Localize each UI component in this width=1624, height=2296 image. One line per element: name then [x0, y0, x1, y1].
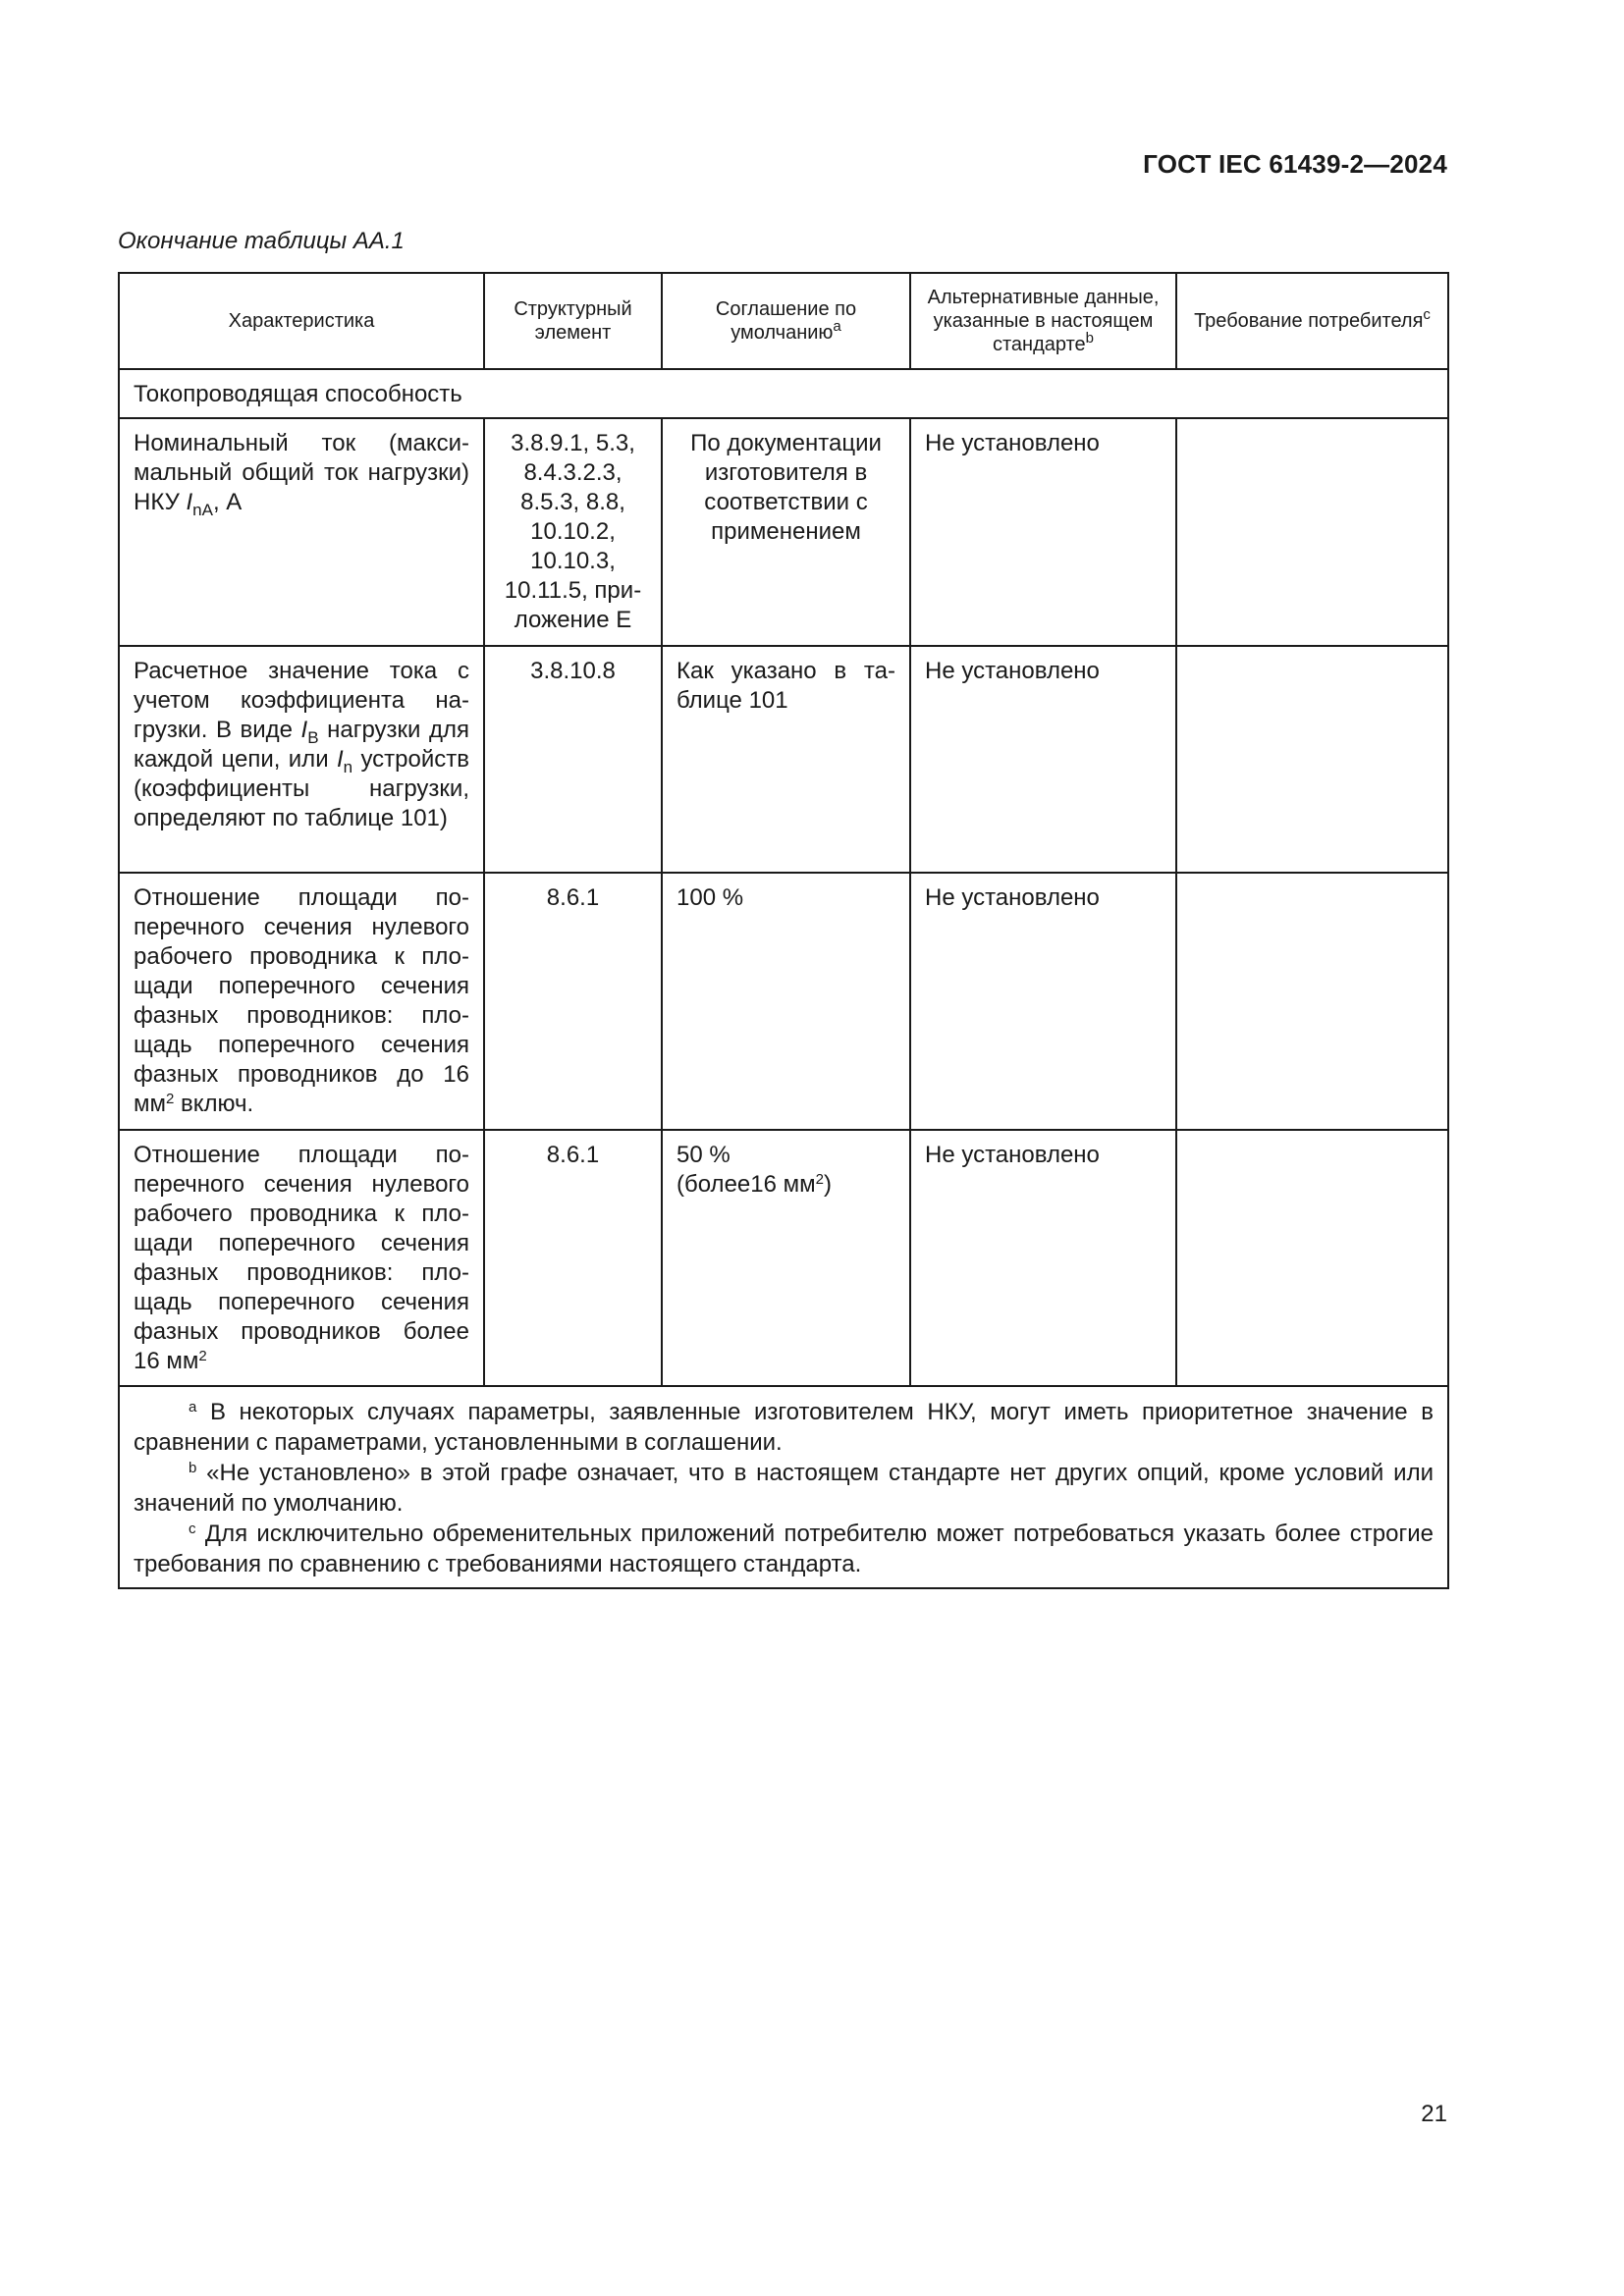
default-cell: 100 % — [662, 873, 910, 1130]
note-a: $^a$ В некоторых случаях параметры, заявленные изготовителем НКУ, могут иметь приоритетное значение в сравнении с параметрами, установленными в соглашении. — [134, 1399, 1434, 1456]
characteristic-cell: Отношение площади поперечного сечения нулевого рабочего проводника к площади поперечного сечения фазных проводников: площадь поперечного сечения фазных проводников более 16 $мм^2$ — [119, 1130, 484, 1386]
header-characteristic: Характеристика — [119, 273, 484, 369]
structural-element-cell: 3.8.9.1, 5.3, 8.4.3.2.3, 8.5.3, 8.8, 10.10.2, 10.10.3, 10.11.5, приложение Е — [484, 418, 662, 646]
header-user-requirement: Требование потребителя$^c$ — [1176, 273, 1448, 369]
document-code: ГОСТ IEC 61439-2—2024 — [1143, 149, 1447, 179]
table-row — [119, 1130, 1448, 1386]
note-b: $^b$ «Не установлено» в этой графе означает, что в настоящем стандарте нет других опций, кроме условий или значений по умолчанию. — [134, 1460, 1434, 1517]
header-alternative-data: Альтернативные данные, указанные в настоящем стандарте$^b$ — [910, 273, 1176, 369]
user-requirement-cell — [1176, 646, 1448, 873]
user-requirement-cell — [1176, 418, 1448, 646]
characteristic-cell: Номинальный ток (максимальный общий ток нагрузки) НКУ $I_{nA}$, А — [119, 418, 484, 646]
user-requirement-cell — [1176, 873, 1448, 1130]
table-row — [119, 418, 1448, 646]
header-default-agreement: Соглашение по умолчанию$^a$ — [662, 273, 910, 369]
alternative-cell: Не установлено — [910, 418, 1176, 646]
default-cell: 50 % (более16 $мм^2$) — [662, 1130, 910, 1386]
table-header-row — [119, 273, 1448, 369]
structural-element-cell: 8.6.1 — [484, 873, 662, 1130]
alternative-cell: Не установлено — [910, 873, 1176, 1130]
section-row — [119, 369, 1448, 418]
note-c: $^c$ Для исключительно обременительных приложений потребителю может потребоваться указать более строгие требования по сравнению с требованиями настоящего стандарта. — [134, 1521, 1434, 1577]
characteristic-cell: Отношение площади поперечного сечения нулевого рабочего проводника к площади поперечного сечения фазных проводников: площадь поперечного сечения фазных проводников до 16 $мм^2$ включ. — [119, 873, 484, 1130]
notes-row — [119, 1386, 1448, 1588]
structural-element-cell: 8.6.1 — [484, 1130, 662, 1386]
page-number: 21 — [1421, 2101, 1447, 2127]
table-row — [119, 646, 1448, 873]
characteristics-table — [118, 272, 1449, 1589]
default-cell: По документации изготовителя в соответствии с применением — [662, 418, 910, 646]
default-cell: Как указано в таблице 101 — [662, 646, 910, 873]
section-title: Токопроводящая способность — [119, 369, 1448, 418]
table-row — [119, 873, 1448, 1130]
table-caption: Окончание таблицы АА.1 — [118, 228, 405, 254]
table-notes — [119, 1386, 1448, 1588]
alternative-cell: Не установлено — [910, 1130, 1176, 1386]
structural-element-cell: 3.8.10.8 — [484, 646, 662, 873]
alternative-cell: Не установлено — [910, 646, 1176, 873]
header-structural-element: Структурный элемент — [484, 273, 662, 369]
user-requirement-cell — [1176, 1130, 1448, 1386]
characteristic-cell: Расчетное значение тока с учетом коэффициента нагрузки. В виде $I_B$ нагрузки для каждой цепи, или $I_n$ устройств (коэффициенты нагрузки, определяют по таблице 101) — [119, 646, 484, 873]
